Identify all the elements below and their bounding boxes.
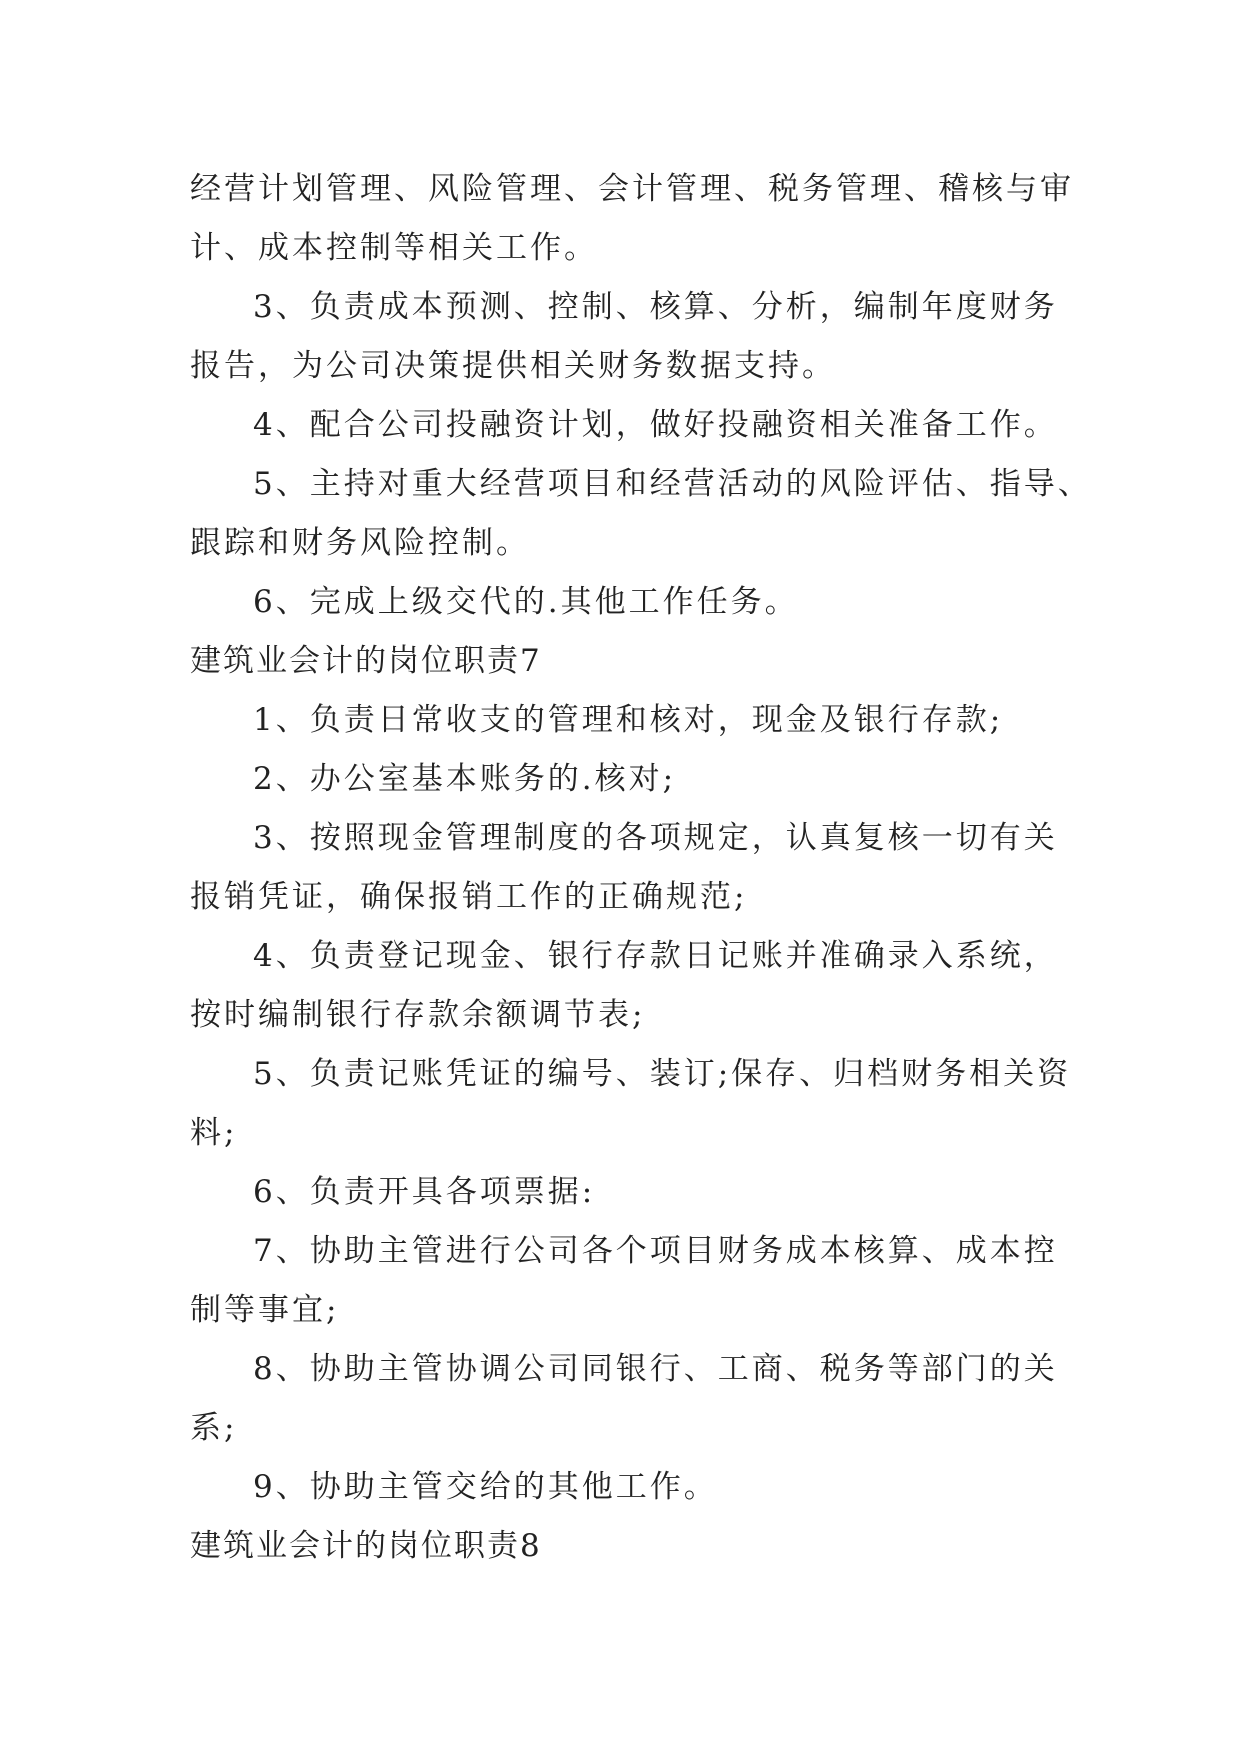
body-text-line: 跟踪和财务风险控制。 xyxy=(190,525,530,561)
body-text-line: 料; xyxy=(190,1115,238,1151)
body-text-line: 3、按照现金管理制度的各项规定，认真复核一切有关 xyxy=(253,820,1058,856)
section-heading: 建筑业会计的岗位职责8 xyxy=(190,1528,542,1564)
body-text-line: 6、完成上级交代的.其他工作任务。 xyxy=(253,584,799,620)
body-text-line: 报销凭证，确保报销工作的正确规范; xyxy=(190,879,748,915)
body-text-line: 经营计划管理、风险管理、会计管理、税务管理、稽核与审 xyxy=(190,171,1074,207)
body-text-line: 8、协助主管协调公司同银行、工商、税务等部门的关 xyxy=(253,1351,1058,1387)
body-text-line: 3、负责成本预测、控制、核算、分析，编制年度财务 xyxy=(253,289,1058,325)
body-text-line: 4、负责登记现金、银行存款日记账并准确录入系统， xyxy=(253,938,1058,974)
section-heading: 建筑业会计的岗位职责7 xyxy=(190,643,542,679)
body-text-line: 计、成本控制等相关工作。 xyxy=(190,230,598,266)
body-text-line: 报告，为公司决策提供相关财务数据支持。 xyxy=(190,348,836,384)
body-text-line: 制等事宜; xyxy=(190,1292,340,1328)
body-text-line: 系; xyxy=(190,1410,238,1446)
body-text-line: 6、负责开具各项票据: xyxy=(253,1174,596,1210)
body-text-line: 5、主持对重大经营项目和经营活动的风险评估、指导、 xyxy=(253,466,1092,502)
body-text-line: 5、负责记账凭证的编号、装订;保存、归档财务相关资 xyxy=(253,1056,1072,1092)
body-text-line: 7、协助主管进行公司各个项目财务成本核算、成本控 xyxy=(253,1233,1058,1269)
document-body xyxy=(190,160,1092,1576)
body-text-line: 按时编制银行存款余额调节表; xyxy=(190,997,646,1033)
body-text-line: 4、配合公司投融资计划，做好投融资相关准备工作。 xyxy=(253,407,1058,443)
body-text-line: 1、负责日常收支的管理和核对，现金及银行存款; xyxy=(253,702,1004,738)
body-text-line: 9、协助主管交给的其他工作。 xyxy=(253,1469,718,1505)
body-text-line: 2、办公室基本账务的.核对; xyxy=(253,761,677,797)
